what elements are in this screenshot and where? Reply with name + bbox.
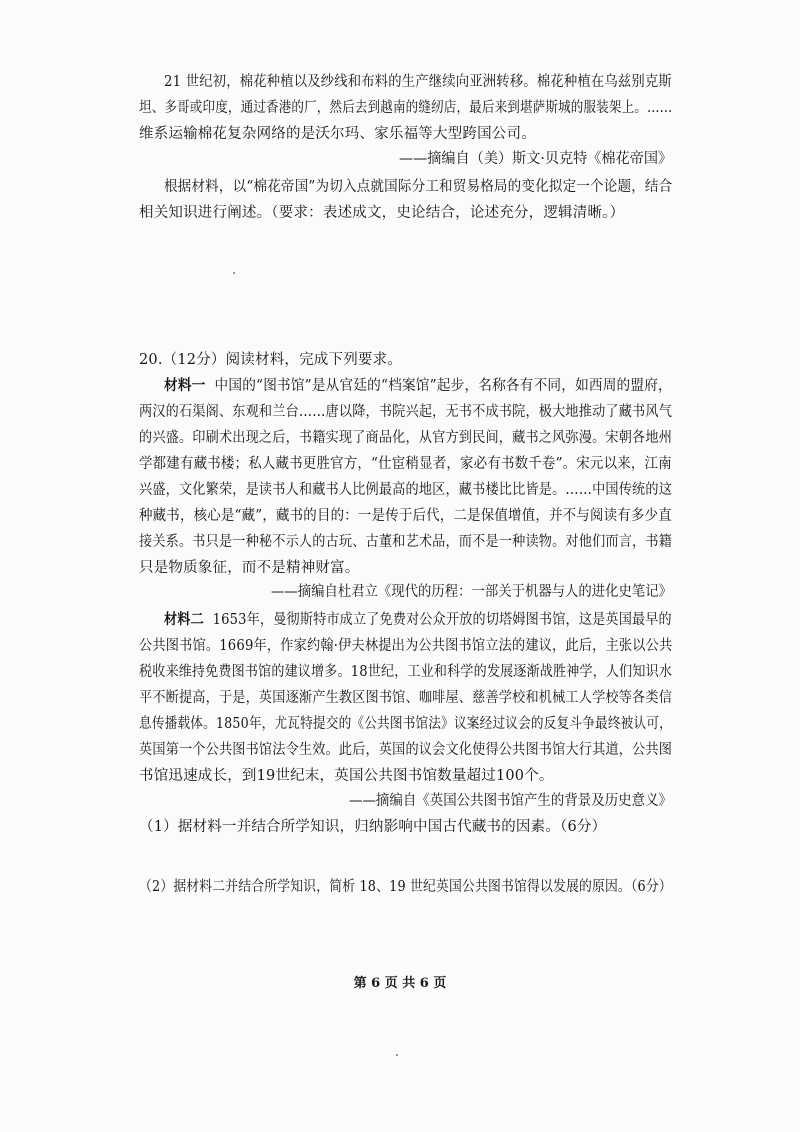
material2-source: ——摘编自《英国公共图书馆产生的背景及历史意义》	[349, 793, 673, 809]
material2-line-4: 平不断提高，于是，英国逐渐产生教区图书馆、咖啡屋、慈善学校和机械工人学校等各类信	[139, 690, 673, 706]
sub-question-1: （1）据材料一并结合所学知识，归纳影响中国古代藏书的因素。（6分）	[139, 819, 607, 835]
q19-source: ——摘编自（美）斯文·贝克特《棉花帝国》	[399, 151, 673, 167]
material1-line-2: 两汉的石渠阁、东观和兰台……唐以降，书院兴起，无书不成书院，极大地推动了藏书风气	[139, 404, 673, 420]
material2-line-2: 公共图书馆。1669年，作家约翰·伊夫林提出为公共图书馆立法的建议，此后，主张以公共	[139, 638, 673, 654]
material1-first-line	[164, 373, 672, 399]
material2-line-7: 书馆迅速成长，到19世纪末，英国公共图书馆数量超过100个。	[139, 768, 554, 784]
material1-line-6: 种藏书，核心是“藏”，藏书的目的：一是传于后代，二是保值增值，并不与阅读有多少直	[139, 508, 672, 524]
sub-question-2: （2）据材料二并结合所学知识，简析 18、19 世纪英国公共图书馆得以发展的原因。（6分）	[139, 879, 672, 895]
material1-line-8: 只是物质象征，而不是精神财富。	[139, 560, 360, 576]
q19-material-line-2: 坦、多哥或印度，通过香港的厂，然后去到越南的缝纫店，最后来到堪萨斯城的服装架上。……	[139, 100, 673, 116]
scan-speck	[233, 272, 235, 274]
material2-line-5: 息传播载体。1850年，尤瓦特提交的《公共图书馆法》议案经过议会的反复斗争最终被认可，	[139, 716, 672, 732]
material1-line-5: 兴盛，文化繁荣，是读书人和藏书人比例最高的地区，藏书楼比比皆是。……中国传统的这	[139, 482, 673, 498]
material2-line-1: 1653年，曼彻斯特市成立了免费对公众开放的切塔姆图书馆，这是英国最早的	[212, 612, 672, 628]
material1-line-1: 中国的“图书馆”是从官廷的“档案馆”起步，名称各有不同，如西周的盟府，	[214, 378, 672, 394]
material1-label: 材料一	[164, 377, 206, 394]
material2-first-line	[164, 607, 672, 633]
q20-header: 20.（12分）阅读材料，完成下列要求。	[139, 352, 403, 368]
material1-line-3: 的兴盛。印刷术出现之后，书籍实现了商品化，从官方到民间，藏书之风弥漫。宋朝各地州	[139, 430, 673, 446]
q19-task-line-2: 相关知识进行阐述。（要求：表述成文，史论结合，论述充分，逻辑清晰。）	[139, 205, 625, 221]
material2-line-3: 税收来维持免费图书馆的建议增多。18世纪，工业和科学的发展逐渐战胜神学，人们知识水	[139, 664, 673, 680]
page-footer: 第 6 页 共 6 页	[353, 976, 447, 991]
material2-label: 材料二	[164, 611, 204, 628]
q19-material-line-3: 维系运输棉花复杂网络的是沃尔玛、家乐福等大型跨国公司。	[139, 126, 536, 142]
material1-line-4: 学都建有藏书楼；私人藏书更胜官方，“仕宦稍显者，家必有书数千卷”。宋元以来，江南	[139, 456, 672, 472]
q19-material-line-1: 21 世纪初，棉花种植以及纱线和布料的生产继续向亚洲转移。棉花种植在乌兹别克斯	[164, 74, 672, 90]
material1-source: ——摘编自杜君立《现代的历程：一部关于机器与人的进化史笔记》	[271, 584, 672, 600]
q19-task-line-1: 根据材料，以“棉花帝国”为切入点就国际分工和贸易格局的变化拟定一个论题，结合	[164, 179, 673, 195]
material2-line-6: 英国第一个公共图书馆法令生效。此后，英国的议会文化使得公共图书馆大行其道，公共图	[139, 742, 673, 758]
scan-speck	[396, 1054, 398, 1056]
material1-line-7: 接关系。书只是一种秘不示人的古玩、古董和艺术品，而不是一种读物。对他们而言，书籍	[139, 534, 673, 550]
